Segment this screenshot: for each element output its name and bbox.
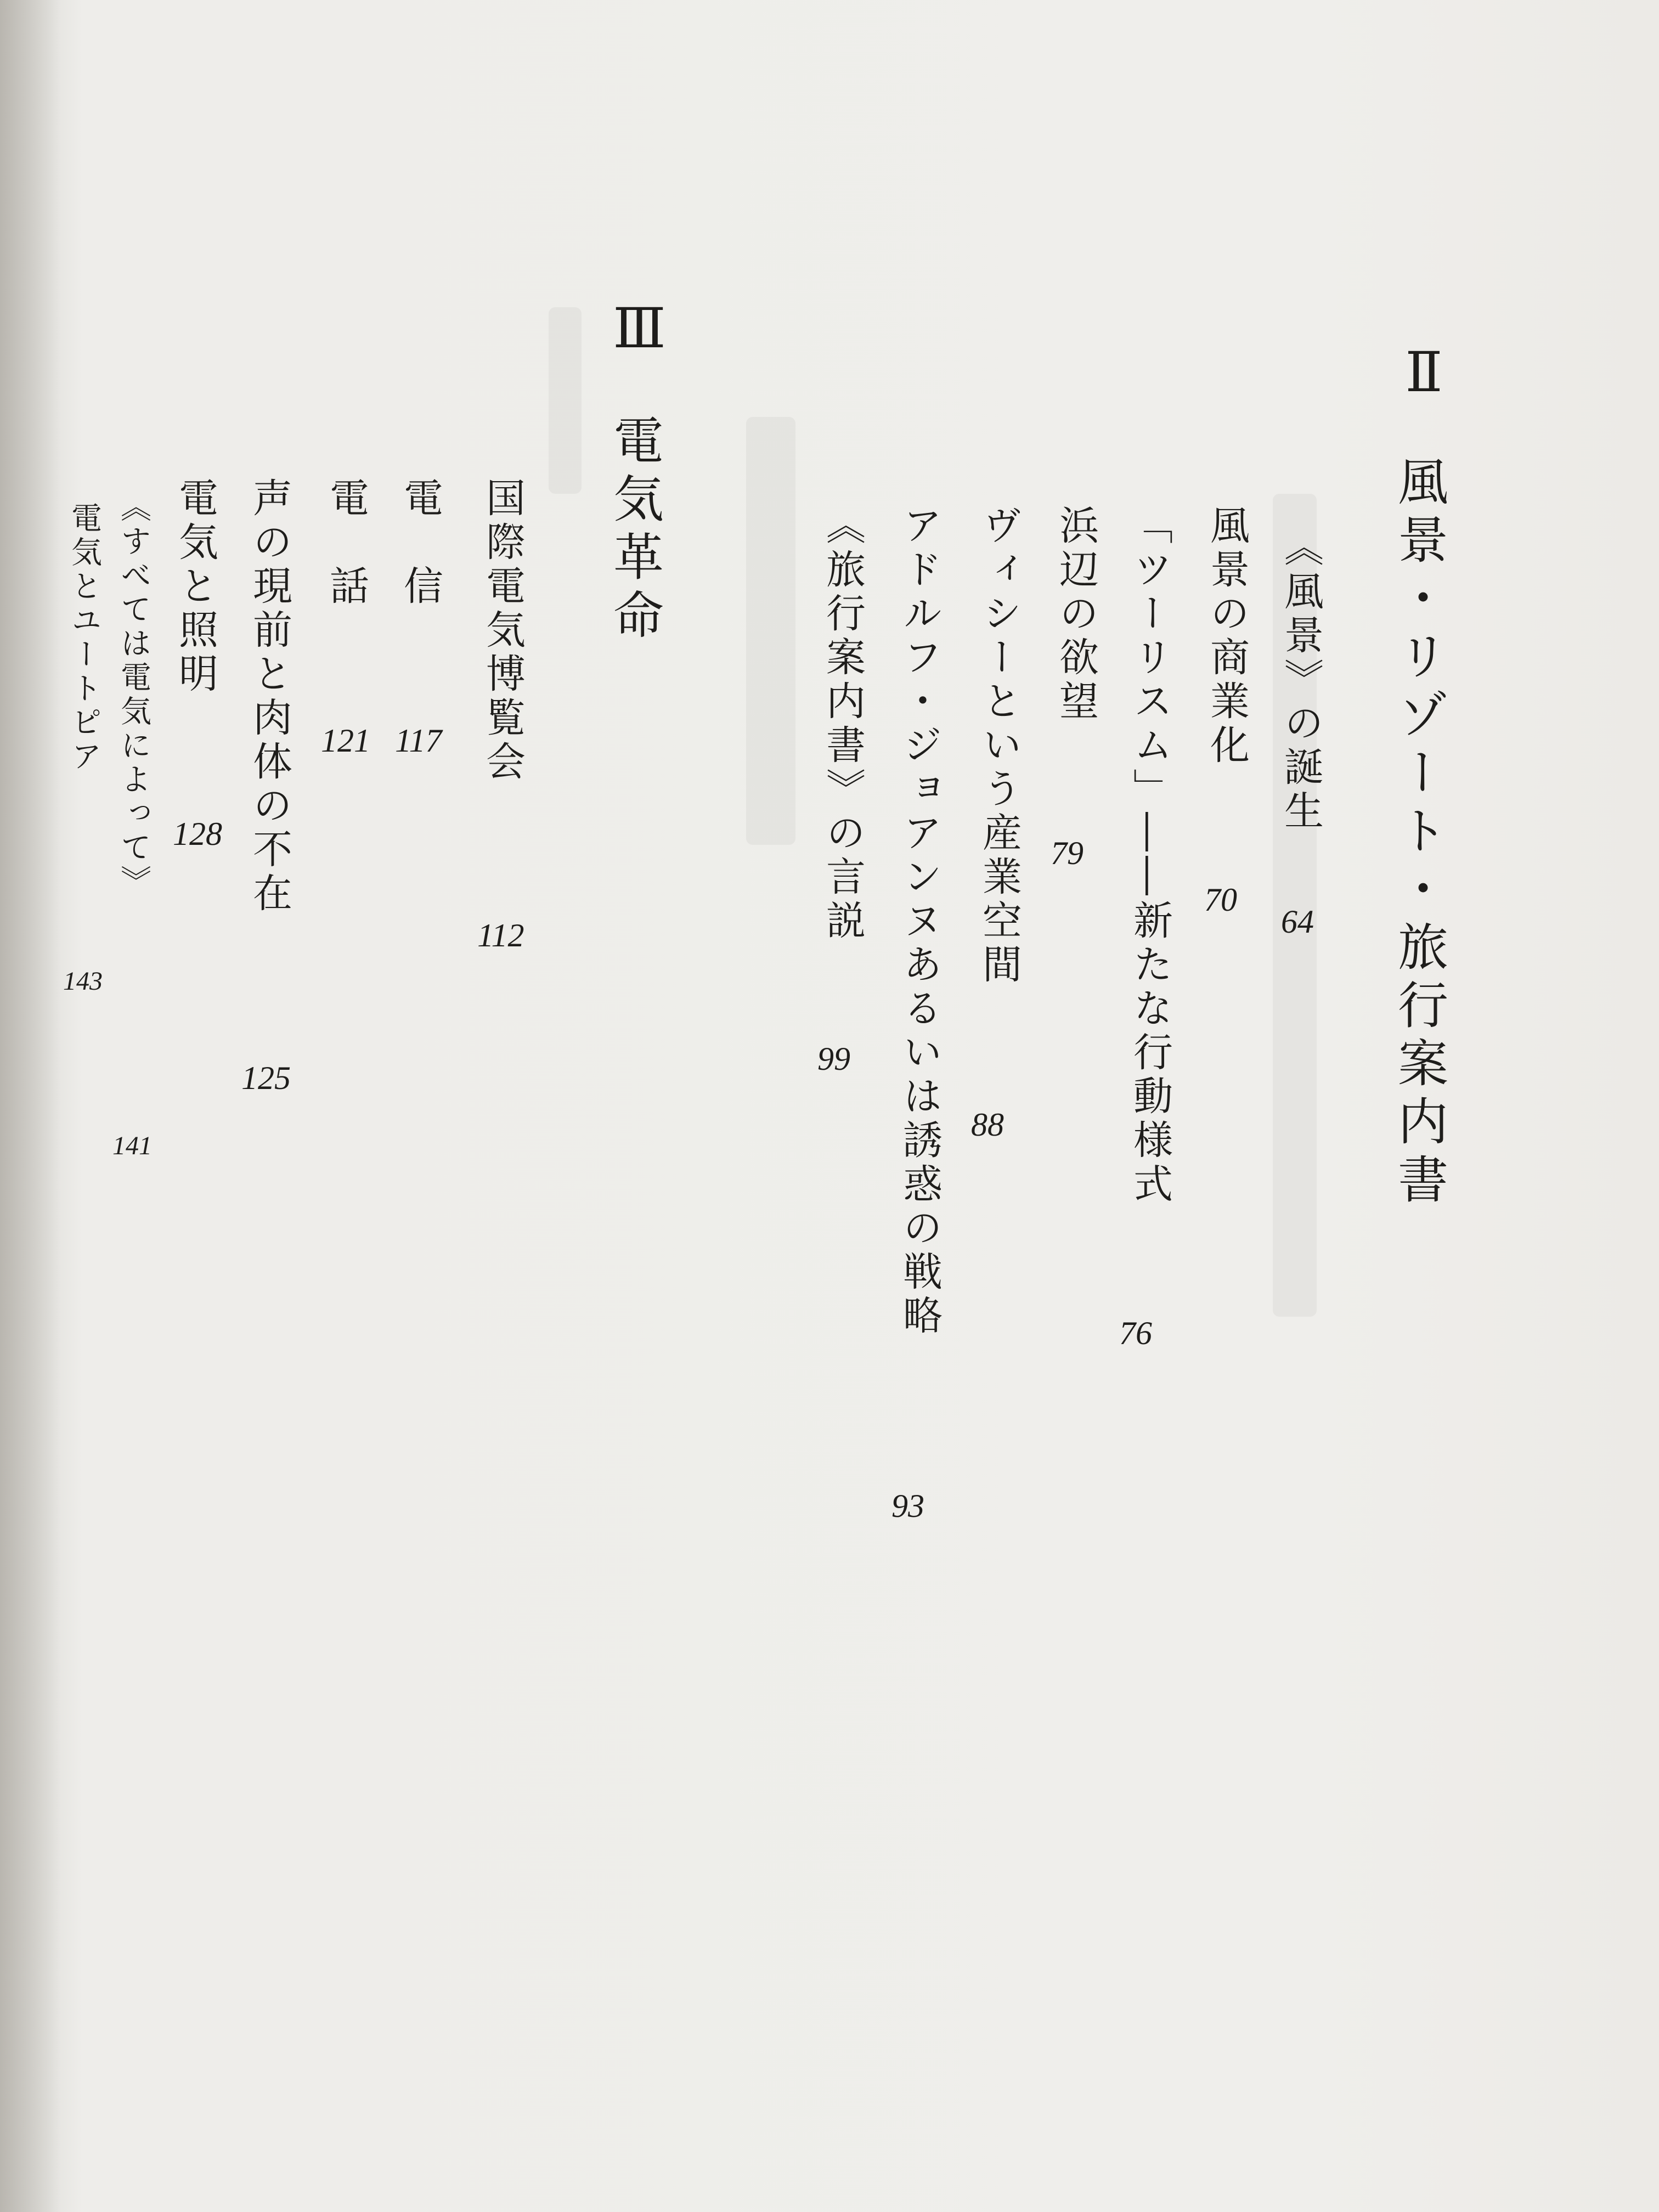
part-3-numeral: Ⅲ: [607, 296, 672, 360]
toc-page-number: 141: [112, 1131, 152, 1160]
toc-entry[interactable]: 国際電気博覧会: [479, 477, 526, 785]
toc-page-number: 64: [1281, 904, 1314, 940]
toc-page-number: 88: [971, 1107, 1004, 1143]
toc-page-number: 125: [241, 1060, 291, 1096]
toc-page-number: 112: [477, 917, 524, 953]
toc-entry[interactable]: 《すべては電気によって》: [116, 491, 151, 899]
toc-entry[interactable]: 《旅行案内書》の言説: [820, 505, 866, 944]
part-2-numeral: Ⅱ: [1392, 340, 1456, 404]
toc-page-number: 79: [1051, 835, 1084, 871]
toc-entry[interactable]: 電 信: [397, 477, 443, 609]
toc-page-number: 143: [63, 967, 103, 996]
toc-page-number: 128: [173, 816, 222, 852]
toc-entry[interactable]: 風景の商業化: [1204, 505, 1250, 768]
toc-entry[interactable]: 声の現前と肉体の不在: [246, 477, 292, 916]
toc-page-number: 93: [891, 1488, 924, 1524]
toc-page-number: 121: [321, 723, 370, 759]
show-through-mark: [746, 417, 795, 845]
part-2-title: 風景・リゾート・旅行案内書: [1390, 455, 1448, 1211]
toc-entry[interactable]: 電 話: [323, 477, 369, 609]
toc-entry[interactable]: アドルフ・ジョアンヌあるいは誘惑の戦略: [896, 505, 943, 1339]
toc-entry[interactable]: 電気とユートピア: [66, 502, 102, 774]
toc-page-number: 117: [395, 723, 442, 759]
page-gutter-shadow: [0, 0, 60, 2212]
toc-page-number: 76: [1119, 1315, 1152, 1351]
part-3-title: 電気革命: [605, 414, 664, 647]
toc-entry[interactable]: 《風景》の誕生: [1278, 527, 1324, 834]
toc-entry[interactable]: 電気と照明: [172, 477, 218, 697]
toc-entry[interactable]: 浜辺の欲望: [1053, 505, 1099, 724]
toc-entry[interactable]: 「ツーリスム」――新たな行動様式: [1127, 505, 1173, 1207]
show-through-mark: [549, 307, 582, 494]
toc-page-number: 70: [1204, 882, 1237, 918]
toc-page-number: 99: [817, 1041, 850, 1077]
toc-entry[interactable]: ヴィシーという産業空間: [976, 505, 1022, 988]
